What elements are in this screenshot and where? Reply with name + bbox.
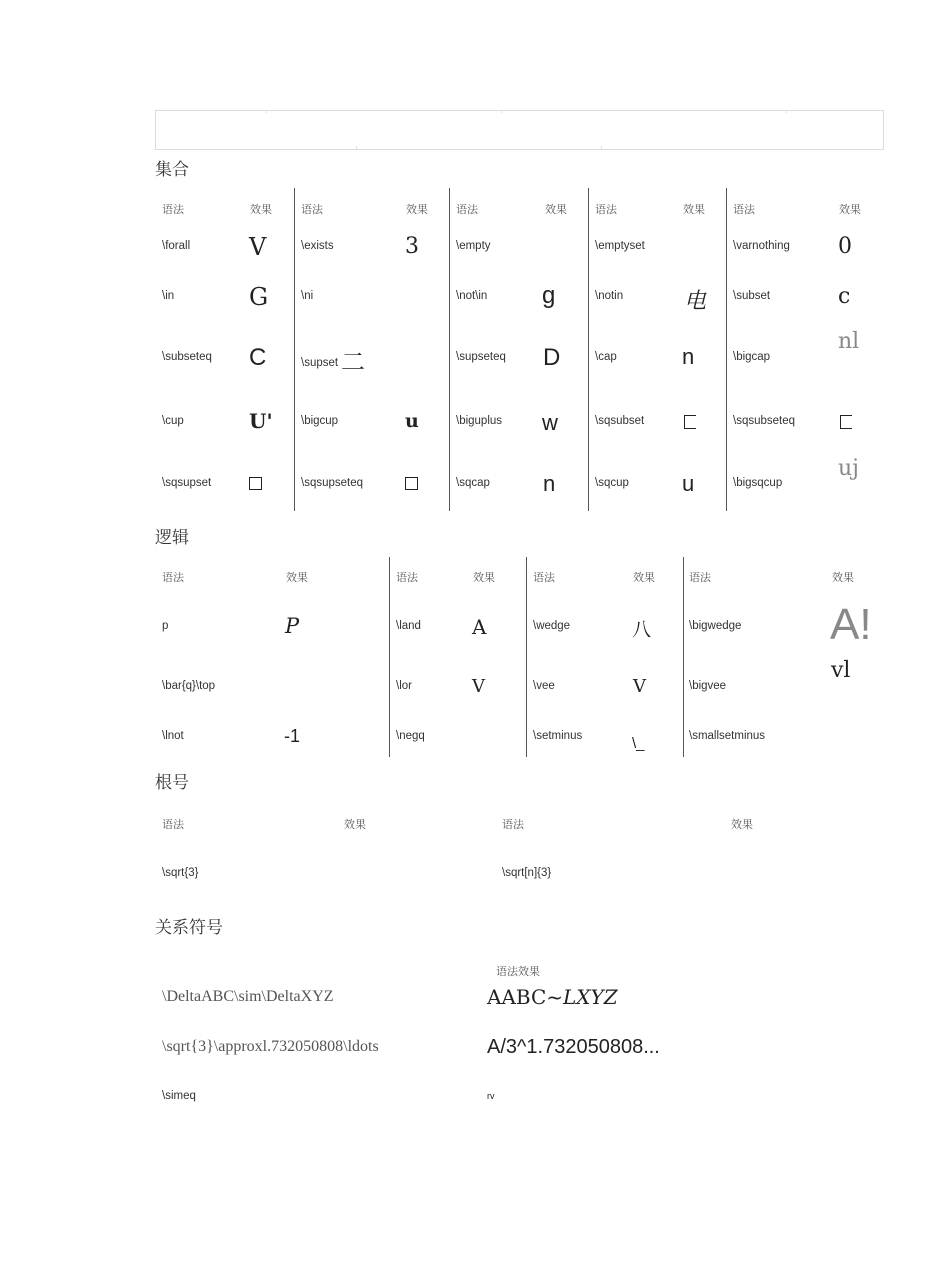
column-divider — [683, 557, 684, 757]
syntax-cell: \varnothing — [733, 240, 790, 252]
syntax-cell: \sqsupset — [162, 477, 212, 489]
table-divider — [356, 146, 357, 149]
syntax-cell: \exists — [301, 240, 334, 252]
syntax-header: 语法 — [689, 571, 711, 584]
effect-cell: n — [682, 344, 695, 369]
table-divider — [601, 146, 602, 149]
sets-heading: 集合 — [155, 160, 189, 180]
effect-cell: D — [543, 344, 561, 371]
syntax-cell: \setminus — [533, 730, 583, 742]
effect-cell: V — [633, 676, 646, 697]
effect-cell: rv — [487, 1091, 495, 1101]
effect-header: 效果 — [473, 571, 495, 584]
syntax-cell: \sqrt[n]{3} — [502, 867, 552, 879]
effect-cell: u — [682, 471, 695, 496]
effect-header: 效果 — [633, 571, 655, 584]
effect-header: 效果 — [406, 203, 428, 216]
syntax-cell: \lor — [396, 680, 412, 692]
effect-header: 效果 — [250, 203, 272, 216]
effect-cell: V — [472, 676, 485, 697]
syntax-cell: \sqsubseteq — [733, 415, 796, 427]
effect-header: 效果 — [286, 571, 308, 584]
effect-cell: 3 — [405, 234, 419, 259]
syntax-header: 语法 — [502, 818, 524, 831]
table-divider — [266, 110, 267, 113]
syntax-cell: \sqsubset — [595, 415, 645, 427]
effect-cell: P — [285, 614, 300, 638]
effect-cell: 二 — [341, 349, 365, 376]
table-divider — [501, 110, 502, 113]
syntax-cell: \supseteq — [456, 351, 506, 363]
column-divider — [294, 188, 295, 511]
effect-cell: G — [249, 283, 269, 311]
syntax-cell: \bigsqcup — [733, 477, 783, 489]
effect-cell: 0 — [838, 234, 852, 259]
column-divider — [389, 557, 390, 757]
syntax-cell: \sqrt{3}\approxl.732050808\ldots — [162, 1038, 379, 1055]
syntax-cell: \sqcap — [456, 477, 490, 489]
syntax-cell: \biguplus — [456, 415, 503, 427]
syntax-cell: \negq — [396, 730, 425, 742]
effect-cell: A! — [830, 600, 872, 649]
syntax-cell: \simeq — [162, 1090, 196, 1102]
effect-header: 效果 — [839, 203, 861, 216]
syntax-cell: \sqsupseteq — [301, 477, 364, 489]
syntax-cell: \vee — [533, 680, 555, 692]
syntax-header: 语法 — [733, 203, 755, 216]
syntax-cell: \land — [396, 620, 421, 632]
effect-cell: n — [543, 471, 556, 496]
syntax-cell: \lnot — [162, 730, 184, 742]
effect-plain: AABC~ — [487, 985, 564, 1009]
column-divider — [726, 188, 727, 511]
syntax-cell: \sqcup — [595, 477, 629, 489]
sqsupseteq-icon — [405, 477, 418, 495]
syntax-header: 语法 — [396, 571, 418, 584]
syntax-cell: \cap — [595, 351, 617, 363]
empty-table — [155, 110, 884, 150]
relations-heading: 关系符号 — [155, 918, 223, 938]
syntax-cell: \cup — [162, 415, 184, 427]
effect-header: 效果 — [344, 818, 366, 831]
syntax-cell: \forall — [162, 240, 191, 252]
column-divider — [449, 188, 450, 511]
logic-heading: 逻辑 — [155, 528, 189, 548]
syntax-cell: \subset — [733, 290, 771, 302]
sqsupset-icon — [249, 477, 262, 495]
syntax-cell: \supset — [301, 357, 339, 369]
syntax-cell: \in — [162, 290, 175, 302]
syntax-header: 语法 — [533, 571, 555, 584]
effect-cell: \_ — [632, 735, 645, 752]
effect-header: 效果 — [832, 571, 854, 584]
effect-cell: V — [249, 233, 267, 261]
syntax-cell: \bar{q}\top — [162, 680, 216, 692]
syntax-cell: \subseteq — [162, 351, 212, 363]
sqsubset-icon — [684, 415, 696, 434]
syntax-header: 语法 — [595, 203, 617, 216]
effect-cell: U' — [249, 409, 273, 433]
effect-cell: nl — [838, 329, 860, 354]
syntax-cell: \empty — [456, 240, 491, 252]
syntax-cell: \bigvee — [689, 680, 727, 692]
syntax-header: 语法 — [162, 818, 184, 831]
effect-header: 效果 — [545, 203, 567, 216]
effect-header: 效果 — [731, 818, 753, 831]
syntax-header: 语法 — [301, 203, 323, 216]
column-divider — [588, 188, 589, 511]
effect-cell: w — [542, 410, 558, 435]
syntax-cell: \ni — [301, 290, 314, 302]
effect-cell: A — [472, 615, 487, 639]
effect-cell: C — [249, 344, 267, 371]
syntax-cell: \bigcup — [301, 415, 339, 427]
syntax-cell: \bigwedge — [689, 620, 742, 632]
syntax-cell: \emptyset — [595, 240, 645, 252]
syntax-header: 语法 — [162, 203, 184, 216]
syntax-header: 语法 — [162, 571, 184, 584]
effect-cell: u — [405, 410, 419, 432]
syntax-cell: \not\in — [456, 290, 488, 302]
effect-cell: -1 — [284, 726, 301, 746]
syntax-cell: \bigcap — [733, 351, 771, 363]
effect-italic: LXYZ — [563, 985, 618, 1009]
effect-cell: c — [838, 284, 851, 309]
effect-cell — [487, 985, 618, 1009]
syntax-cell: \smallsetminus — [689, 730, 766, 742]
syntax-effect-header: 语法效果 — [496, 965, 540, 978]
effect-cell: 电 — [684, 288, 707, 313]
effect-cell: vl — [831, 658, 851, 683]
table-divider — [786, 110, 787, 113]
roots-heading: 根号 — [155, 773, 189, 793]
syntax-cell: \sqrt{3} — [162, 867, 199, 879]
syntax-cell: \notin — [595, 290, 624, 302]
effect-header: 效果 — [683, 203, 705, 216]
syntax-cell: \wedge — [533, 620, 571, 632]
syntax-cell: p — [162, 620, 169, 632]
syntax-cell: \DeltaABC\sim\DeltaXYZ — [162, 988, 334, 1005]
effect-cell: uj — [838, 456, 859, 481]
sqsubseteq-icon — [840, 415, 852, 434]
effect-cell: A/3^1.732050808... — [487, 1036, 660, 1058]
syntax-header: 语法 — [456, 203, 478, 216]
effect-cell: g — [542, 282, 556, 309]
effect-cell: 八 — [632, 620, 652, 641]
column-divider — [526, 557, 527, 757]
